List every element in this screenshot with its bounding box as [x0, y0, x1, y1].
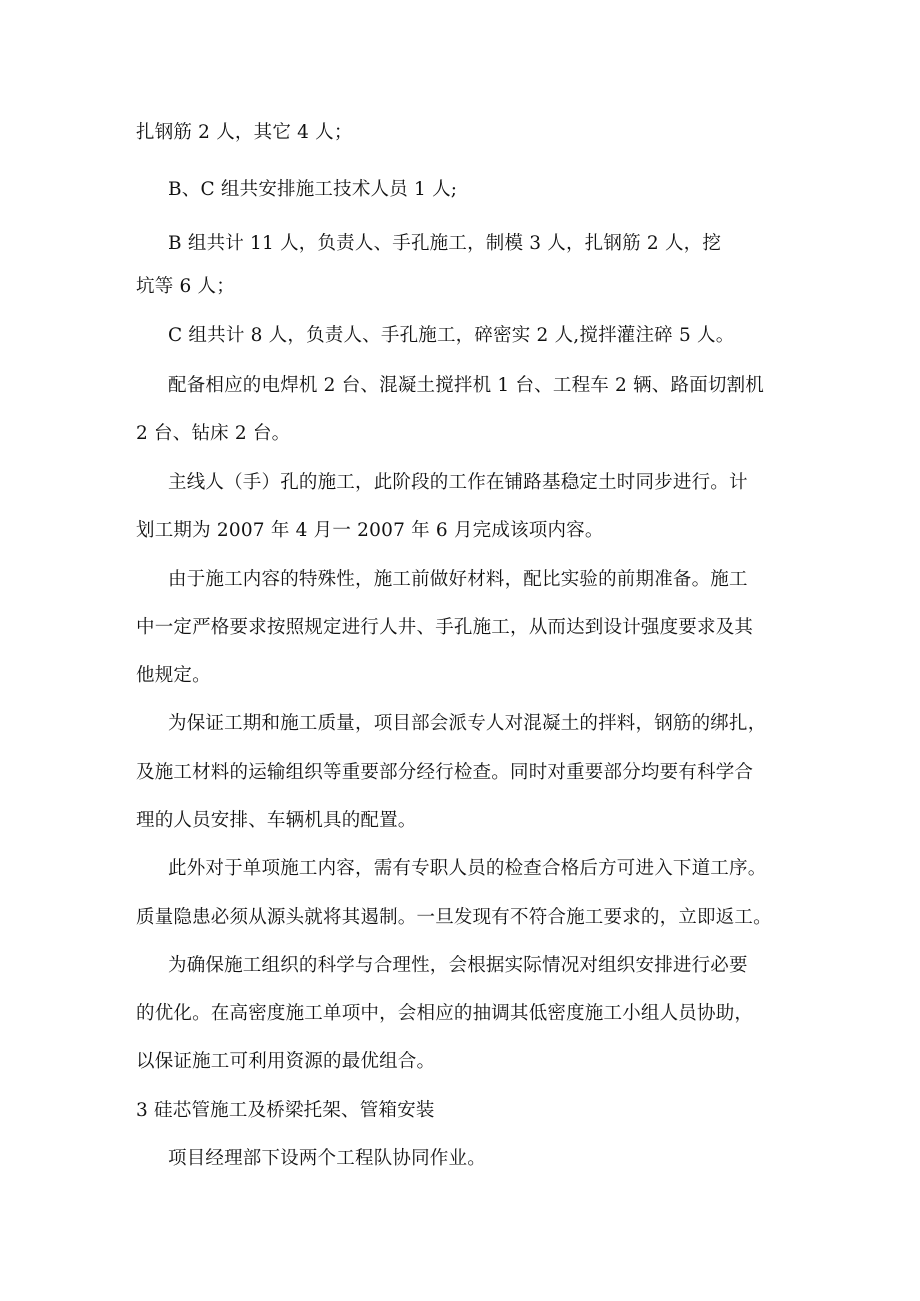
- text-line: 划工期为 2007 年 4 月一 2007 年 6 月完成该项内容。: [136, 520, 604, 541]
- text-line: 配备相应的电焊机 2 台、混凝土搅拌机 1 台、工程车 2 辆、路面切割机: [168, 375, 764, 396]
- text-line: B 组共计 11 人，负责人、手孔施工，制模 3 人，扎钢筋 2 人，挖: [168, 233, 722, 254]
- text-line: C 组共计 8 人，负责人、手孔施工，碎密实 2 人,搅拌灌注碎 5 人。: [168, 325, 735, 346]
- section-heading: 3 硅芯管施工及桥梁托架、管箱安装: [136, 1100, 435, 1121]
- text-line: 以保证施工可利用资源的最优组合。: [136, 1051, 436, 1072]
- text-line: 质量隐患必须从源头就将其遏制。一旦发现有不符合施工要求的，立即返工。: [136, 907, 772, 928]
- text-line: 为保证工期和施工质量，项目部会派专人对混凝土的拌料，钢筋的绑扎，: [168, 713, 767, 734]
- text-line: 主线人（手）孔的施工，此阶段的工作在铺路基稳定土时同步进行。计: [168, 472, 748, 493]
- text-line: 他规定。: [136, 665, 211, 686]
- text-line: 理的人员安排、车辆机具的配置。: [136, 810, 417, 831]
- text-line: B、C 组共安排施工技术人员 1 人;: [168, 179, 458, 200]
- text-line: 此外对于单项施工内容，需有专职人员的检查合格后方可进入下道工序。: [168, 858, 767, 879]
- text-line: 由于施工内容的特殊性，施工前做好材料，配比实验的前期准备。施工: [168, 569, 748, 590]
- text-line: 坑等 6 人；: [136, 276, 235, 297]
- text-line: 项目经理部下设两个工程队协同作业。: [168, 1148, 486, 1169]
- text-line: 的优化。在高密度施工单项中，会相应的抽调其低密度施工小组人员协助，: [136, 1003, 754, 1024]
- text-line: 中一定严格要求按照规定进行人井、手孔施工，从而达到设计强度要求及其: [136, 617, 754, 638]
- text-line: 为确保施工组织的科学与合理性，会根据实际情况对组织安排进行必要: [168, 955, 748, 976]
- text-line: 及施工材料的运输组织等重要部分经行检查。同时对重要部分均要有科学合: [136, 762, 754, 783]
- text-line: 2 台、钻床 2 台。: [136, 423, 291, 444]
- text-line: 扎钢筋 2 人，其它 4 人；: [136, 122, 353, 143]
